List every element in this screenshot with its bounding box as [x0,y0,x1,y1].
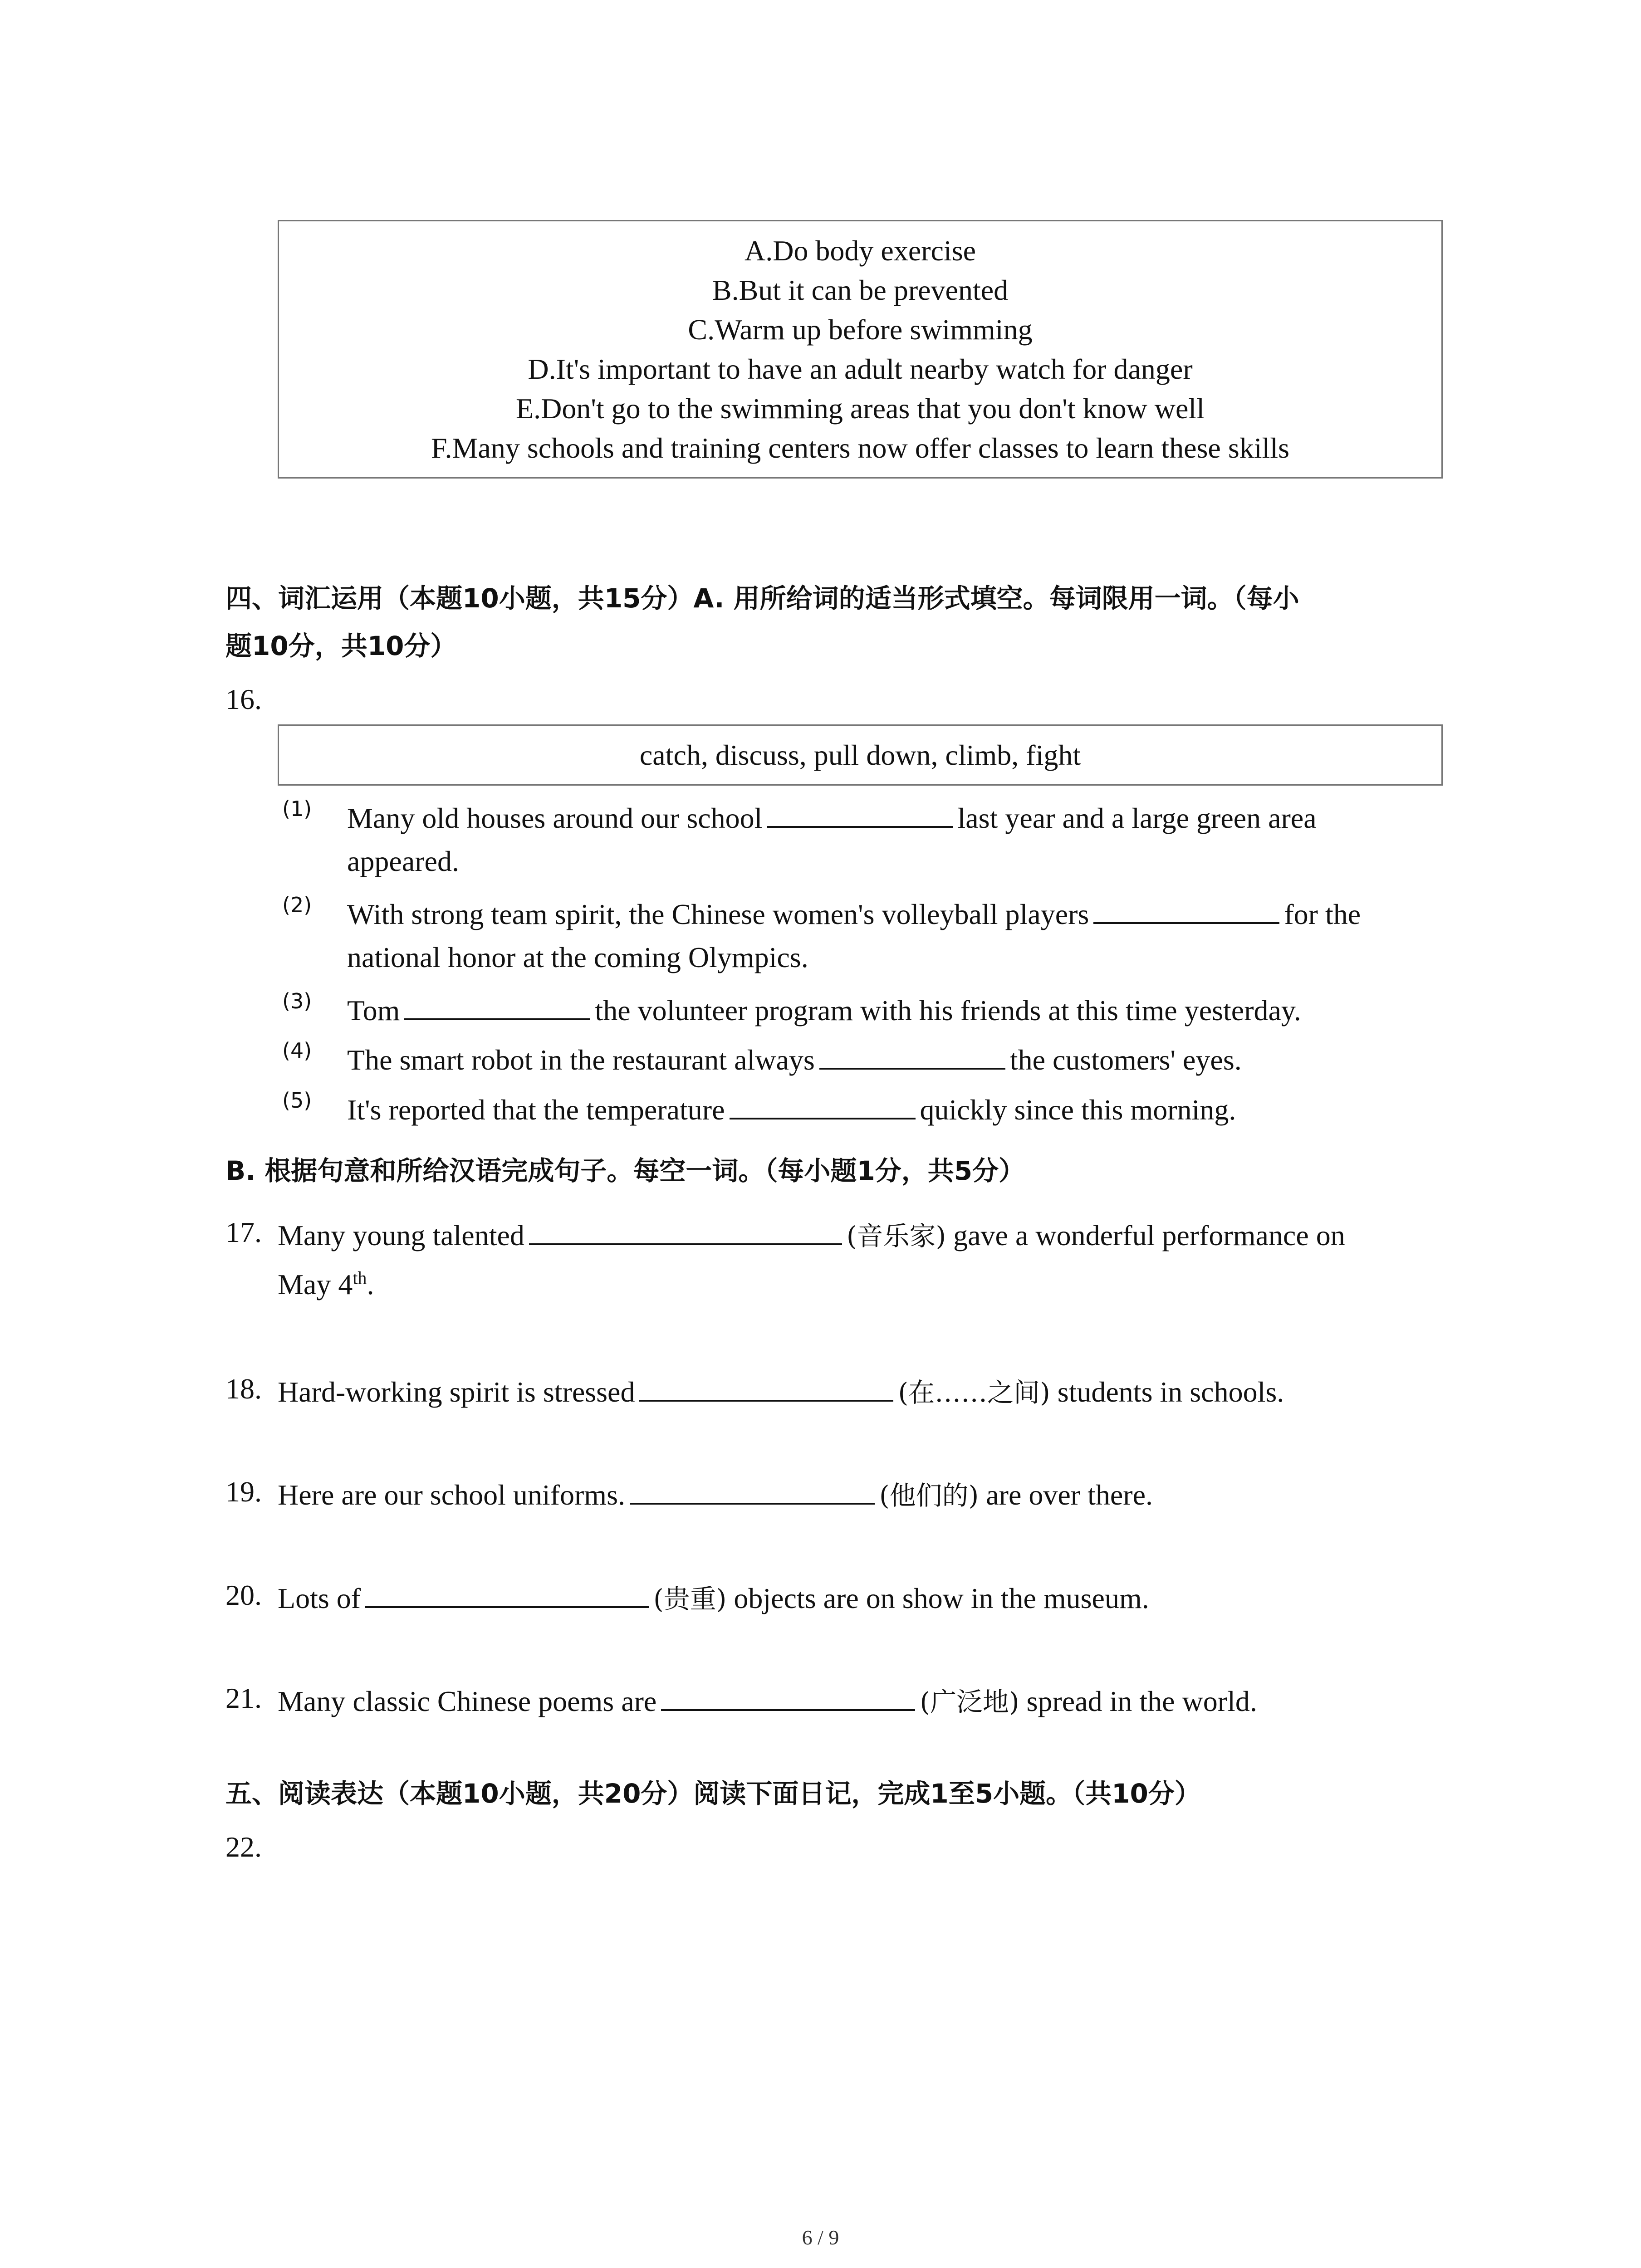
item-2-number: (2) [282,893,312,917]
partB-heading: B. 根据句意和所给汉语完成句子。每空一词。（每小题1分，共5分） [225,1155,1025,1186]
section5-heading: 五、阅读表达（本题10小题，共20分）阅读下面日记，完成1至5小题。（共10分） [225,1778,1201,1809]
option-d: D.It's important to have an adult nearby watch for danger [528,353,1193,385]
q20-hint: (贵重) [653,1584,727,1614]
word-box-text: catch, discuss, pull down, climb, fight [639,738,1081,771]
q21-hint: (广泛地) [920,1686,1019,1717]
q17-blank[interactable] [529,1218,842,1245]
q17-text-after: gave a wonderful performance on [953,1219,1345,1251]
q21-blank[interactable] [661,1684,915,1711]
item-5-text-a: It's reported that the temperature [347,1094,725,1126]
item-1-text-a: Many old houses around our school [347,802,763,834]
q18-text-before: Hard-working spirit is stressed [278,1376,635,1408]
question-21-line [278,1684,1257,1716]
q18-hint: (在……之间) [898,1377,1050,1408]
item-3-text-a: Tom [347,994,400,1026]
item-4-blank[interactable] [819,1042,1005,1070]
q17-date: May 4 [278,1268,353,1300]
question-20-number: 20. [225,1579,262,1611]
question-18-number: 18. [225,1373,262,1405]
item-4-text-b: the customers' eyes. [1009,1044,1242,1076]
q18-blank[interactable] [639,1374,893,1402]
q17-hint: (音乐家) [846,1221,946,1251]
question-21-number: 21. [225,1682,262,1714]
question-16-number: 16. [225,683,262,715]
q17-period: . [367,1268,374,1300]
option-a: A.Do body exercise [744,235,976,267]
q21-text-after: spread in the world. [1026,1685,1257,1717]
q19-text-after: are over there. [986,1479,1153,1511]
q17-superscript: th [353,1267,367,1288]
question-20-line [278,1581,1149,1613]
item-5-line1 [347,1092,1236,1124]
item-1-text-b: last year and a large green area [957,802,1317,834]
page-number: 6 / 9 [802,2226,839,2249]
item-5-blank[interactable] [730,1092,916,1119]
options-box [278,220,1443,479]
q20-blank[interactable] [365,1581,649,1608]
item-5-text-b: quickly since this morning. [920,1094,1236,1126]
item-2-text-b: for the [1284,898,1361,930]
question-18-line [278,1374,1284,1407]
q19-blank[interactable] [630,1477,875,1505]
question-17-line1 [278,1218,1345,1250]
item-1-blank[interactable] [767,801,953,828]
q19-hint: (他们的) [879,1480,979,1511]
q19-text-before: Here are our school uniforms. [278,1479,625,1511]
q21-text-before: Many classic Chinese poems are [278,1685,657,1717]
q17-text-before: Many young talented [278,1219,524,1251]
option-e: E.Don't go to the swimming areas that you don't know well [516,392,1205,425]
item-2-text-a: With strong team spirit, the Chinese women's volleyball players [347,898,1089,930]
q20-text-before: Lots of [278,1582,361,1614]
item-2-line2: national honor at the coming Olympics. [347,941,808,973]
section4-heading-line1: 四、词汇运用（本题10小题，共15分）A. 用所给词的适当形式填空。每词限用一词。（每小 [225,583,1299,614]
item-3-line1 [347,993,1301,1025]
item-3-text-b: the volunteer program with his friends at this time yesterday. [595,994,1301,1026]
question-19-line [278,1477,1153,1510]
item-4-number: (4) [282,1038,312,1063]
item-3-blank[interactable] [404,993,590,1020]
question-17-number: 17. [225,1216,262,1248]
section4-heading-line2: 题10分，共10分） [225,631,457,661]
item-2-line1 [347,897,1361,929]
item-1-line2: appeared. [347,845,459,877]
question-19-number: 19. [225,1476,262,1508]
item-4-line1 [347,1042,1242,1075]
option-c: C.Warm up before swimming [688,313,1033,346]
option-f: F.Many schools and training centers now offer classes to learn these skills [431,432,1289,464]
item-3-number: (3) [282,989,312,1013]
item-1-line1 [347,801,1317,833]
item-4-text-a: The smart robot in the restaurant always [347,1044,815,1076]
item-2-blank[interactable] [1093,897,1279,924]
question-22-number: 22. [225,1831,262,1863]
option-b: B.But it can be prevented [712,274,1009,306]
question-17-line2 [278,1267,374,1300]
item-1-number: (1) [282,797,312,821]
q18-text-after: students in schools. [1057,1376,1284,1408]
q20-text-after: objects are on show in the museum. [734,1582,1149,1614]
word-box [278,724,1443,786]
item-5-number: (5) [282,1088,312,1113]
